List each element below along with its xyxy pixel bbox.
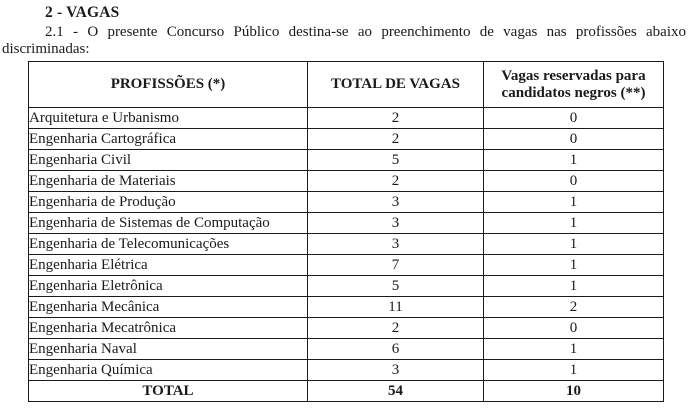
total-label-cell: TOTAL <box>29 381 308 402</box>
table-row <box>29 318 664 339</box>
profession-cell: Engenharia Elétrica <box>29 255 308 276</box>
total-vagas-cell: 6 <box>308 339 484 360</box>
total-vagas-cell: 11 <box>308 297 484 318</box>
reserved-vagas-cell: 1 <box>484 150 664 171</box>
column-header-total-vagas: TOTAL DE VAGAS <box>308 62 484 108</box>
profession-cell: Engenharia Cartográfica <box>29 129 308 150</box>
table-row <box>29 129 664 150</box>
table-row <box>29 192 664 213</box>
profession-cell: Engenharia de Materiais <box>29 171 308 192</box>
profession-cell: Engenharia Mecatrônica <box>29 318 308 339</box>
reserved-vagas-cell: 0 <box>484 318 664 339</box>
total-vagas-cell: 3 <box>308 360 484 381</box>
profession-cell: Engenharia Mecânica <box>29 297 308 318</box>
reserved-vagas-cell: 0 <box>484 129 664 150</box>
reserved-vagas-cell: 1 <box>484 192 664 213</box>
total-vagas-cell: 2 <box>308 171 484 192</box>
table-row <box>29 360 664 381</box>
profession-cell: Engenharia de Telecomunicações <box>29 234 308 255</box>
table-header-row <box>29 62 664 108</box>
reserved-vagas-cell: 1 <box>484 234 664 255</box>
intro-paragraph: 2.1 - O presente Concurso Público destina-se ao preenchimento de vagas nas profissões abaixo discriminadas: <box>2 24 686 57</box>
profession-cell: Engenharia de Produção <box>29 192 308 213</box>
total-vagas-cell: 2 <box>308 108 484 129</box>
reserved-vagas-cell: 1 <box>484 339 664 360</box>
table-row <box>29 276 664 297</box>
total-vagas-sum-cell: 54 <box>308 381 484 402</box>
profession-cell: Engenharia Eletrônica <box>29 276 308 297</box>
profession-cell: Engenharia Naval <box>29 339 308 360</box>
total-vagas-cell: 2 <box>308 318 484 339</box>
total-vagas-cell: 3 <box>308 213 484 234</box>
total-vagas-cell: 5 <box>308 276 484 297</box>
column-header-professions: PROFISSÕES (*) <box>29 62 308 108</box>
reserved-vagas-cell: 1 <box>484 360 664 381</box>
reserved-vagas-cell: 1 <box>484 213 664 234</box>
table-row <box>29 255 664 276</box>
table-row <box>29 171 664 192</box>
column-header-reserved-vagas: Vagas reservadas para candidatos negros (**) <box>484 62 664 108</box>
reserved-vagas-cell: 1 <box>484 255 664 276</box>
profession-cell: Engenharia Civil <box>29 150 308 171</box>
profession-cell: Engenharia de Sistemas de Computação <box>29 213 308 234</box>
total-vagas-cell: 7 <box>308 255 484 276</box>
reserved-vagas-cell: 0 <box>484 108 664 129</box>
reserved-vagas-cell: 1 <box>484 276 664 297</box>
table-total-row <box>29 381 664 402</box>
reserved-vagas-cell: 2 <box>484 297 664 318</box>
profession-cell: Engenharia Química <box>29 360 308 381</box>
section-heading: 2 - VAGAS <box>45 4 120 21</box>
reserved-vagas-cell: 0 <box>484 171 664 192</box>
table-row <box>29 339 664 360</box>
total-vagas-cell: 2 <box>308 129 484 150</box>
table-row <box>29 234 664 255</box>
total-vagas-cell: 5 <box>308 150 484 171</box>
table-row <box>29 108 664 129</box>
reserved-vagas-sum-cell: 10 <box>484 381 664 402</box>
table-row <box>29 150 664 171</box>
table-row <box>29 297 664 318</box>
total-vagas-cell: 3 <box>308 192 484 213</box>
vacancies-table <box>28 61 664 402</box>
table-row <box>29 213 664 234</box>
profession-cell: Arquitetura e Urbanismo <box>29 108 308 129</box>
total-vagas-cell: 3 <box>308 234 484 255</box>
